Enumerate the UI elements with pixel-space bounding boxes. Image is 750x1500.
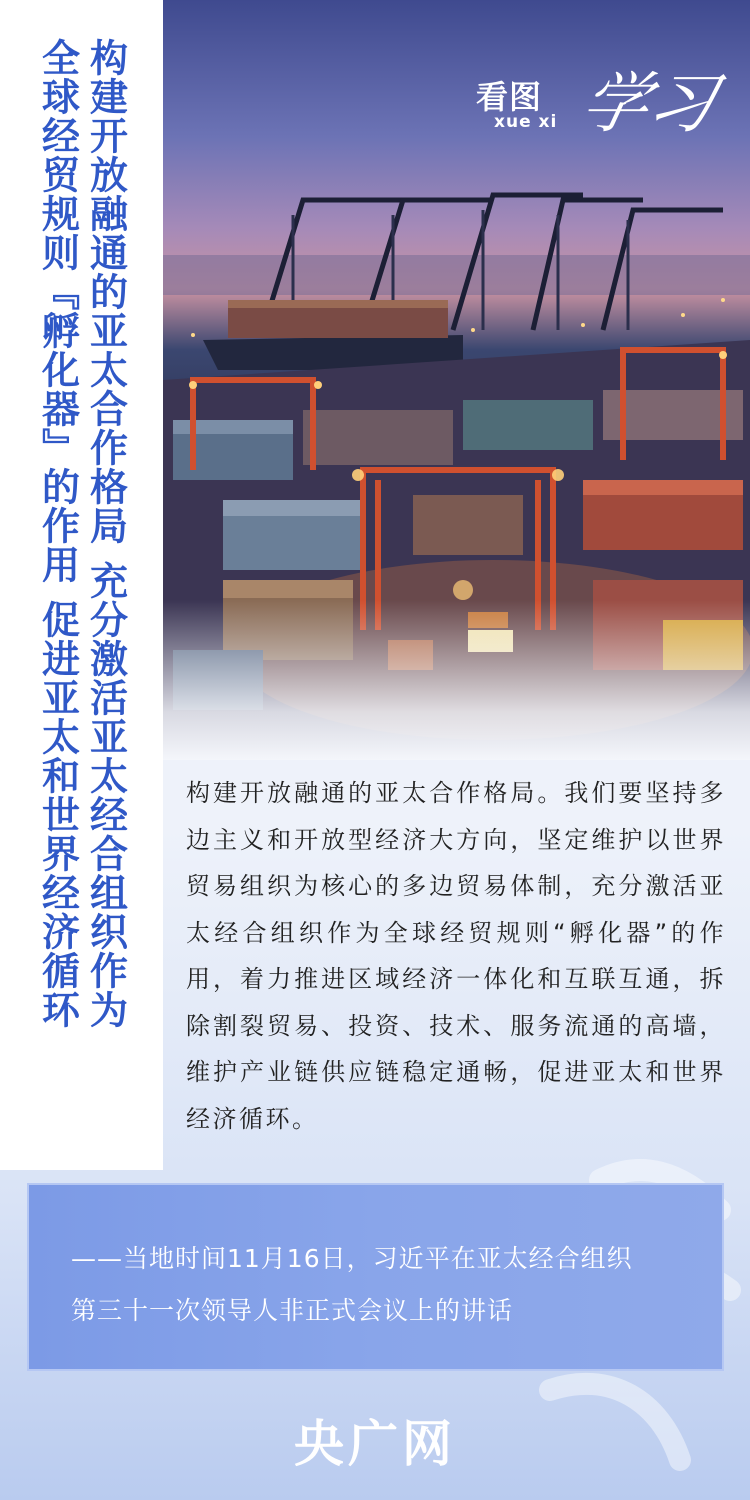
- quote-line-2: 第三十一次领导人非正式会议上的讲话: [71, 1296, 514, 1325]
- title-part-3: 全球经贸规则『孵化器』的作用: [35, 38, 81, 584]
- title-line-right: [84, 38, 128, 1170]
- photo-fade: [163, 600, 750, 760]
- logo-main-text: 看图: [476, 78, 543, 116]
- cnr-logo: 央广网: [294, 1415, 456, 1473]
- quote-box: [27, 1183, 724, 1371]
- title-line-left: [36, 38, 80, 1170]
- kantu-xuexi-logo: [476, 50, 726, 150]
- quote-line-1: ——当地时间11月16日，习近平在亚太经合组织: [71, 1244, 633, 1273]
- title-part-2: 充分激活亚太经合组织作为: [83, 561, 129, 1029]
- logo-script-text: 学习: [574, 65, 723, 142]
- title-part-1: 构建开放融通的亚太合作格局: [83, 38, 129, 545]
- logo-pinyin: xue xi: [494, 112, 558, 132]
- title-part-4: 促进亚太和世界经济循环: [35, 600, 81, 1029]
- vertical-title: [0, 0, 163, 1170]
- body-paragraph: 构建开放融通的亚太合作格局。我们要坚持多边主义和开放型经济大方向，坚定维护以世界贸易组织为核心的多边贸易体制，充分激活亚太经合组织作为全球经贸规则“孵化器”的作用，着力推进区域经济一体化和互联互通，拆除割裂贸易、投资、技术、服务流通的高墙，维护产业链供应链稳定通畅，促进亚太和世界经济循环。: [186, 779, 726, 1133]
